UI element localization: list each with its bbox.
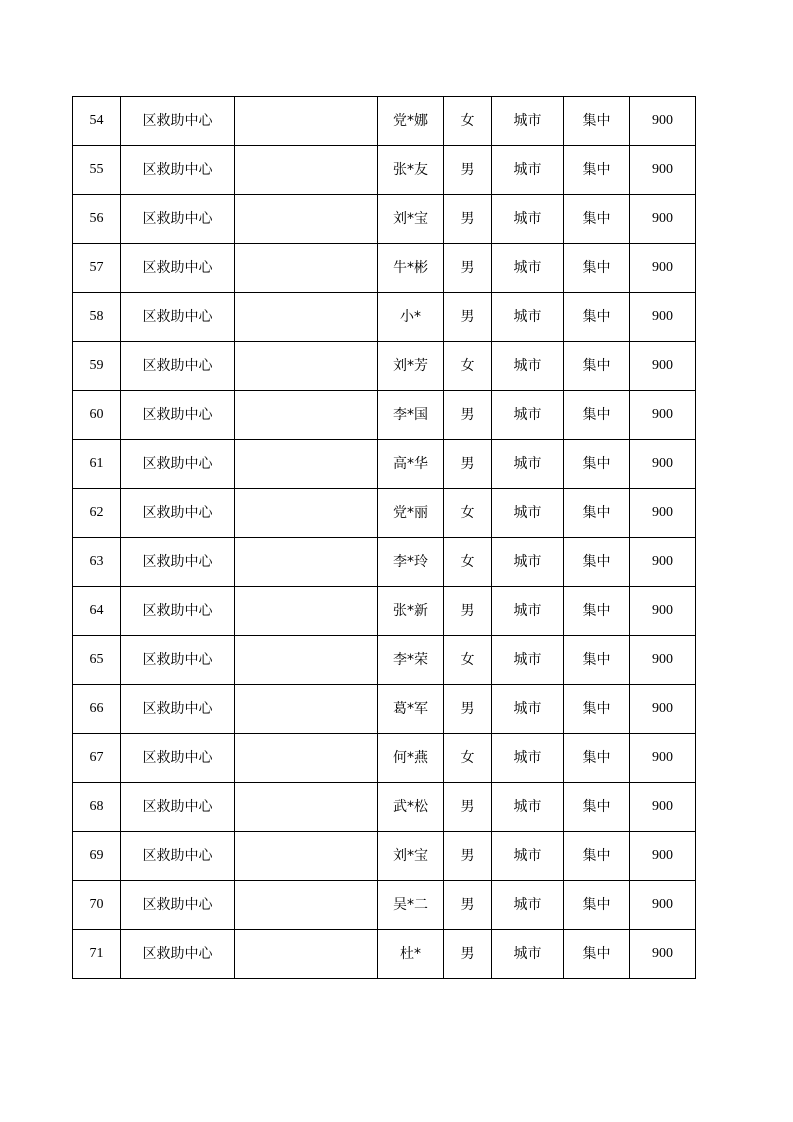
support-type-cell: 集中 (564, 489, 630, 538)
table-row (73, 489, 696, 538)
person-name-cell: 党*娜 (378, 97, 444, 146)
amount-cell: 900 (630, 783, 696, 832)
row-index-cell: 60 (73, 391, 121, 440)
support-type-cell: 集中 (564, 881, 630, 930)
area-type-cell: 城市 (492, 440, 564, 489)
support-type-cell: 集中 (564, 146, 630, 195)
support-type-cell: 集中 (564, 783, 630, 832)
row-index-cell: 65 (73, 636, 121, 685)
person-name-cell: 小* (378, 293, 444, 342)
support-type-cell: 集中 (564, 391, 630, 440)
person-name-cell: 李*荣 (378, 636, 444, 685)
support-type-cell: 集中 (564, 538, 630, 587)
amount-cell: 900 (630, 244, 696, 293)
gender-cell: 女 (444, 489, 492, 538)
support-type-cell: 集中 (564, 244, 630, 293)
unit-name-cell: 区救助中心 (121, 293, 235, 342)
blank-cell (235, 293, 378, 342)
table-row (73, 146, 696, 195)
table-row (73, 930, 696, 979)
amount-cell: 900 (630, 832, 696, 881)
amount-cell: 900 (630, 538, 696, 587)
table-row (73, 342, 696, 391)
table-row (73, 734, 696, 783)
area-type-cell: 城市 (492, 832, 564, 881)
table-row (73, 587, 696, 636)
gender-cell: 男 (444, 195, 492, 244)
amount-cell: 900 (630, 685, 696, 734)
person-name-cell: 牛*彬 (378, 244, 444, 293)
blank-cell (235, 783, 378, 832)
table-row (73, 538, 696, 587)
area-type-cell: 城市 (492, 636, 564, 685)
table-row (73, 636, 696, 685)
unit-name-cell: 区救助中心 (121, 734, 235, 783)
amount-cell: 900 (630, 195, 696, 244)
gender-cell: 男 (444, 146, 492, 195)
person-name-cell: 张*友 (378, 146, 444, 195)
table-row (73, 293, 696, 342)
support-type-cell: 集中 (564, 195, 630, 244)
row-index-cell: 63 (73, 538, 121, 587)
blank-cell (235, 391, 378, 440)
person-name-cell: 李*国 (378, 391, 444, 440)
area-type-cell: 城市 (492, 293, 564, 342)
unit-name-cell: 区救助中心 (121, 636, 235, 685)
gender-cell: 男 (444, 832, 492, 881)
gender-cell: 男 (444, 391, 492, 440)
area-type-cell: 城市 (492, 734, 564, 783)
unit-name-cell: 区救助中心 (121, 342, 235, 391)
area-type-cell: 城市 (492, 783, 564, 832)
person-name-cell: 刘*宝 (378, 195, 444, 244)
gender-cell: 女 (444, 538, 492, 587)
person-name-cell: 李*玲 (378, 538, 444, 587)
table-row (73, 881, 696, 930)
support-type-cell: 集中 (564, 832, 630, 881)
area-type-cell: 城市 (492, 97, 564, 146)
gender-cell: 男 (444, 587, 492, 636)
area-type-cell: 城市 (492, 489, 564, 538)
gender-cell: 男 (444, 685, 492, 734)
support-type-cell: 集中 (564, 587, 630, 636)
person-name-cell: 葛*军 (378, 685, 444, 734)
blank-cell (235, 881, 378, 930)
amount-cell: 900 (630, 881, 696, 930)
blank-cell (235, 97, 378, 146)
person-name-cell: 何*燕 (378, 734, 444, 783)
person-name-cell: 刘*宝 (378, 832, 444, 881)
unit-name-cell: 区救助中心 (121, 783, 235, 832)
row-index-cell: 67 (73, 734, 121, 783)
area-type-cell: 城市 (492, 538, 564, 587)
unit-name-cell: 区救助中心 (121, 832, 235, 881)
row-index-cell: 71 (73, 930, 121, 979)
gender-cell: 女 (444, 636, 492, 685)
amount-cell: 900 (630, 440, 696, 489)
amount-cell: 900 (630, 146, 696, 195)
row-index-cell: 68 (73, 783, 121, 832)
roster-body (73, 97, 696, 979)
row-index-cell: 59 (73, 342, 121, 391)
unit-name-cell: 区救助中心 (121, 881, 235, 930)
blank-cell (235, 587, 378, 636)
person-name-cell: 武*松 (378, 783, 444, 832)
area-type-cell: 城市 (492, 195, 564, 244)
support-type-cell: 集中 (564, 293, 630, 342)
person-name-cell: 高*华 (378, 440, 444, 489)
blank-cell (235, 832, 378, 881)
area-type-cell: 城市 (492, 881, 564, 930)
row-index-cell: 70 (73, 881, 121, 930)
area-type-cell: 城市 (492, 391, 564, 440)
table-row (73, 195, 696, 244)
support-type-cell: 集中 (564, 930, 630, 979)
gender-cell: 男 (444, 244, 492, 293)
amount-cell: 900 (630, 293, 696, 342)
unit-name-cell: 区救助中心 (121, 538, 235, 587)
person-name-cell: 刘*芳 (378, 342, 444, 391)
support-type-cell: 集中 (564, 342, 630, 391)
blank-cell (235, 685, 378, 734)
support-type-cell: 集中 (564, 440, 630, 489)
row-index-cell: 54 (73, 97, 121, 146)
amount-cell: 900 (630, 391, 696, 440)
row-index-cell: 66 (73, 685, 121, 734)
blank-cell (235, 440, 378, 489)
support-type-cell: 集中 (564, 636, 630, 685)
area-type-cell: 城市 (492, 685, 564, 734)
table-row (73, 244, 696, 293)
blank-cell (235, 930, 378, 979)
area-type-cell: 城市 (492, 244, 564, 293)
table-row (73, 783, 696, 832)
amount-cell: 900 (630, 587, 696, 636)
row-index-cell: 56 (73, 195, 121, 244)
unit-name-cell: 区救助中心 (121, 587, 235, 636)
blank-cell (235, 146, 378, 195)
unit-name-cell: 区救助中心 (121, 685, 235, 734)
row-index-cell: 69 (73, 832, 121, 881)
unit-name-cell: 区救助中心 (121, 244, 235, 293)
roster-table (72, 96, 696, 979)
gender-cell: 男 (444, 930, 492, 979)
person-name-cell: 吴*二 (378, 881, 444, 930)
unit-name-cell: 区救助中心 (121, 195, 235, 244)
person-name-cell: 张*新 (378, 587, 444, 636)
person-name-cell: 党*丽 (378, 489, 444, 538)
unit-name-cell: 区救助中心 (121, 489, 235, 538)
area-type-cell: 城市 (492, 587, 564, 636)
area-type-cell: 城市 (492, 930, 564, 979)
amount-cell: 900 (630, 930, 696, 979)
amount-cell: 900 (630, 489, 696, 538)
area-type-cell: 城市 (492, 342, 564, 391)
unit-name-cell: 区救助中心 (121, 97, 235, 146)
blank-cell (235, 342, 378, 391)
blank-cell (235, 244, 378, 293)
blank-cell (235, 489, 378, 538)
table-row (73, 97, 696, 146)
area-type-cell: 城市 (492, 146, 564, 195)
unit-name-cell: 区救助中心 (121, 440, 235, 489)
amount-cell: 900 (630, 97, 696, 146)
person-name-cell: 杜* (378, 930, 444, 979)
gender-cell: 男 (444, 783, 492, 832)
support-type-cell: 集中 (564, 97, 630, 146)
row-index-cell: 58 (73, 293, 121, 342)
gender-cell: 女 (444, 734, 492, 783)
blank-cell (235, 636, 378, 685)
support-type-cell: 集中 (564, 734, 630, 783)
table-row (73, 832, 696, 881)
gender-cell: 女 (444, 97, 492, 146)
row-index-cell: 55 (73, 146, 121, 195)
amount-cell: 900 (630, 342, 696, 391)
gender-cell: 男 (444, 440, 492, 489)
unit-name-cell: 区救助中心 (121, 391, 235, 440)
support-type-cell: 集中 (564, 685, 630, 734)
gender-cell: 男 (444, 881, 492, 930)
gender-cell: 女 (444, 342, 492, 391)
unit-name-cell: 区救助中心 (121, 146, 235, 195)
row-index-cell: 64 (73, 587, 121, 636)
row-index-cell: 61 (73, 440, 121, 489)
blank-cell (235, 195, 378, 244)
table-row (73, 391, 696, 440)
row-index-cell: 62 (73, 489, 121, 538)
table-row (73, 685, 696, 734)
amount-cell: 900 (630, 734, 696, 783)
blank-cell (235, 734, 378, 783)
gender-cell: 男 (444, 293, 492, 342)
amount-cell: 900 (630, 636, 696, 685)
table-row (73, 440, 696, 489)
blank-cell (235, 538, 378, 587)
row-index-cell: 57 (73, 244, 121, 293)
unit-name-cell: 区救助中心 (121, 930, 235, 979)
